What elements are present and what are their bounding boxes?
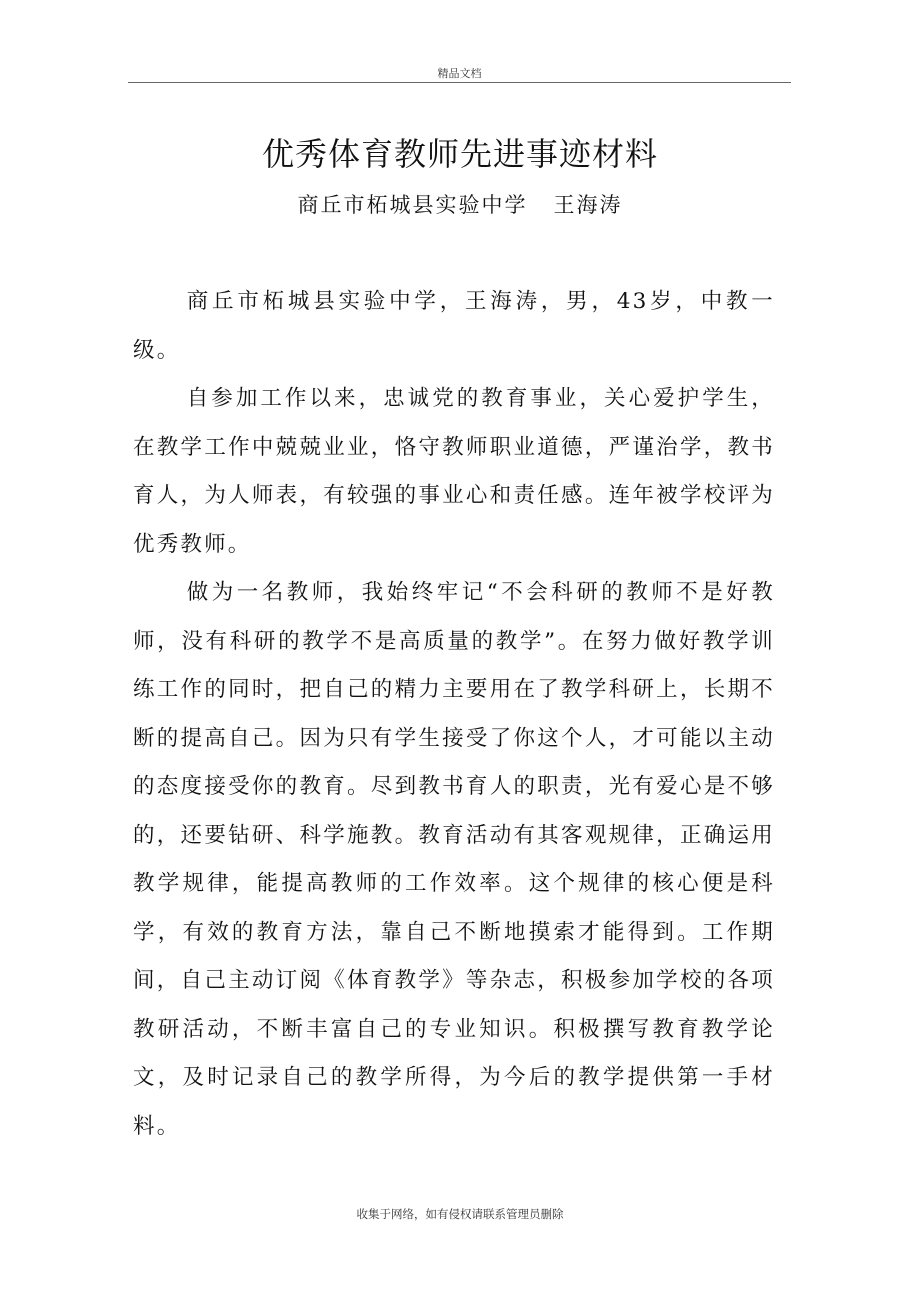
page-header	[128, 62, 791, 83]
page-footer: 收集于网络，如有侵权请联系管理员删除	[356, 1207, 564, 1221]
header-text: 精品文档	[437, 67, 482, 80]
paragraph: 商丘市柘城县实验中学，王海涛，男，43岁，中教一级。	[133, 289, 775, 363]
paragraph: 自参加工作以来，忠诚党的教育事业，关心爱护学生，在教学工作中兢兢业业，恪守教师职业道德，严谨治学，教书育人，为人师表，有较强的事业心和责任感。连年被学校评为优秀教师。	[133, 386, 775, 557]
document-title: 优秀体育教师先进事迹材料	[261, 135, 658, 173]
paragraph: 做为一名教师，我始终牢记“不会科研的教师不是好教师，没有科研的教学不是高质量的教学”。在努力做好教学训练工作的同时，把自己的精力主要用在了教学科研上，长期不断的提高自己。因为只有学生接受了你这个人，才可能以主动的态度接受你的教育。尽到教书育人的职责，光有爱心是不够的，还要钻研、科学施教。教育活动有其客观规律，正确运用教学规律，能提高教师的工作效率。这个规律的核心便是科学，有效的教育方法，靠自己不断地摸索才能得到。工作期间，自己主动订阅《体育教学》等杂志，积极参加学校的各项教研活动，不断丰富自己的专业知识。积极撰写教育教学论文，及时记录自己的教学所得，为今后的教学提供第一手材料。	[133, 580, 775, 1139]
document-body	[133, 278, 775, 1151]
document-subtitle: 商丘市柘城县实验中学 王海涛	[297, 193, 623, 217]
